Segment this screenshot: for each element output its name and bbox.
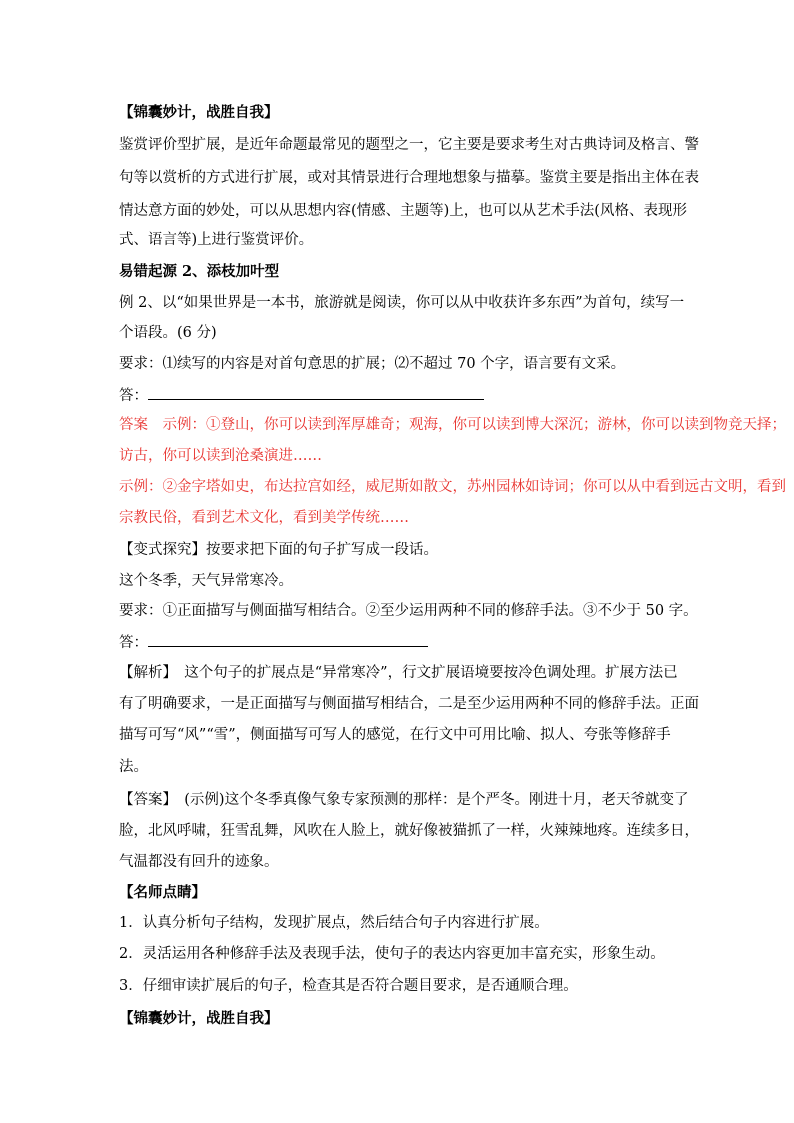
answer-line: 【答案】 (示例)这个冬季真像气象专家预测的那样：是个严冬。刚进十月，老天爷就变了 [119,792,689,808]
requirement-line: 要求：①正面描写与侧面描写相结合。②至少运用两种不同的修辞手法。③不少于 50 字。 [119,603,698,619]
variant-intro: 【变式探究】按要求把下面的句子扩写成一段话。 [119,542,438,558]
sample-answer-line: 宗教民俗，看到艺术文化，看到美学传统…… [119,510,409,526]
example-line: 例 2、以“如果世界是一本书，旅游就是阅读，你可以从中收获许多东西”为首句，续写一 [119,295,685,311]
answer-label: 答： [119,388,148,404]
tip-item: 1．认真分析句子结构，发现扩展点，然后结合句子内容进行扩展。 [119,915,549,931]
tip-item: 3．仔细审读扩展后的句子，检查其是否符合题目要求，是否通顺合理。 [119,978,578,994]
sample-answer-line: 答案 示例：①登山，你可以读到浑厚雄奇；观海，你可以读到博大深沉；游林，你可以读到物竞天择； [119,417,786,433]
sample-answer-line: 访古，你可以读到沧桑演进…… [119,448,322,464]
analysis-line: 有了明确要求，一是正面描写与侧面描写相结合，二是至少运用两种不同的修辞手法。正面 [119,696,699,712]
paragraph-line: 鉴赏评价型扩展，是近年命题最常见的题型之一，它主要是要求考生对古典诗词及格言、警 [119,137,699,153]
paragraph-line: 句等以赏析的方式进行扩展，或对其情景进行合理地想象与描摹。鉴赏主要是指出主体在表 [119,170,699,186]
prompt-sentence: 这个冬季，天气异常寒冷。 [119,573,293,589]
answer-blank-line [148,632,428,647]
section-heading: 【锦囊妙计，战胜自我】 [119,1010,279,1027]
paragraph-line: 情达意方面的妙处，可以从思想内容(情感、主题等)上，也可以从艺术手法(风格、表现形 [119,203,687,219]
answer-line: 脸，北风呼啸，狂雪乱舞，风吹在人脸上，就好像被猫抓了一样，火辣辣地疼。连续多日， [119,823,699,839]
answer-blank-row [119,385,484,406]
section-heading: 【锦囊妙计，战胜自我】 [119,104,279,121]
answer-line: 气温都没有回升的迹象。 [119,854,279,870]
tip-item: 2．灵活运用各种修辞手法及表现手法，使句子的表达内容更加丰富充实，形象生动。 [119,946,665,962]
answer-blank-line [148,385,484,400]
example-line: 个语段。(6 分) [119,325,217,341]
analysis-line: 法。 [119,759,148,775]
section-heading: 易错起源 2、添枝加叶型 [119,263,280,280]
section-heading: 【名师点睛】 [119,884,206,901]
paragraph-line: 式、语言等)上进行鉴赏评价。 [119,232,314,248]
answer-label: 答： [119,635,148,651]
analysis-line: 【解析】 这个句子的扩展点是“异常寒冷”，行文扩展语境要按冷色调处理。扩展方法已 [119,665,678,681]
sample-answer-line: 示例：②金字塔如史，布达拉宫如经，威尼斯如散文，苏州园林如诗词；你可以从中看到远古文明，看到 [119,479,786,495]
answer-blank-row [119,632,428,653]
analysis-line: 描写可写“风”“雪”，侧面描写可写人的感觉，在行文中可用比喻、拟人、夸张等修辞手 [119,727,671,743]
requirement-line: 要求：⑴续写的内容是对首句意思的扩展；⑵不超过 70 个字，语言要有文采。 [119,356,626,372]
